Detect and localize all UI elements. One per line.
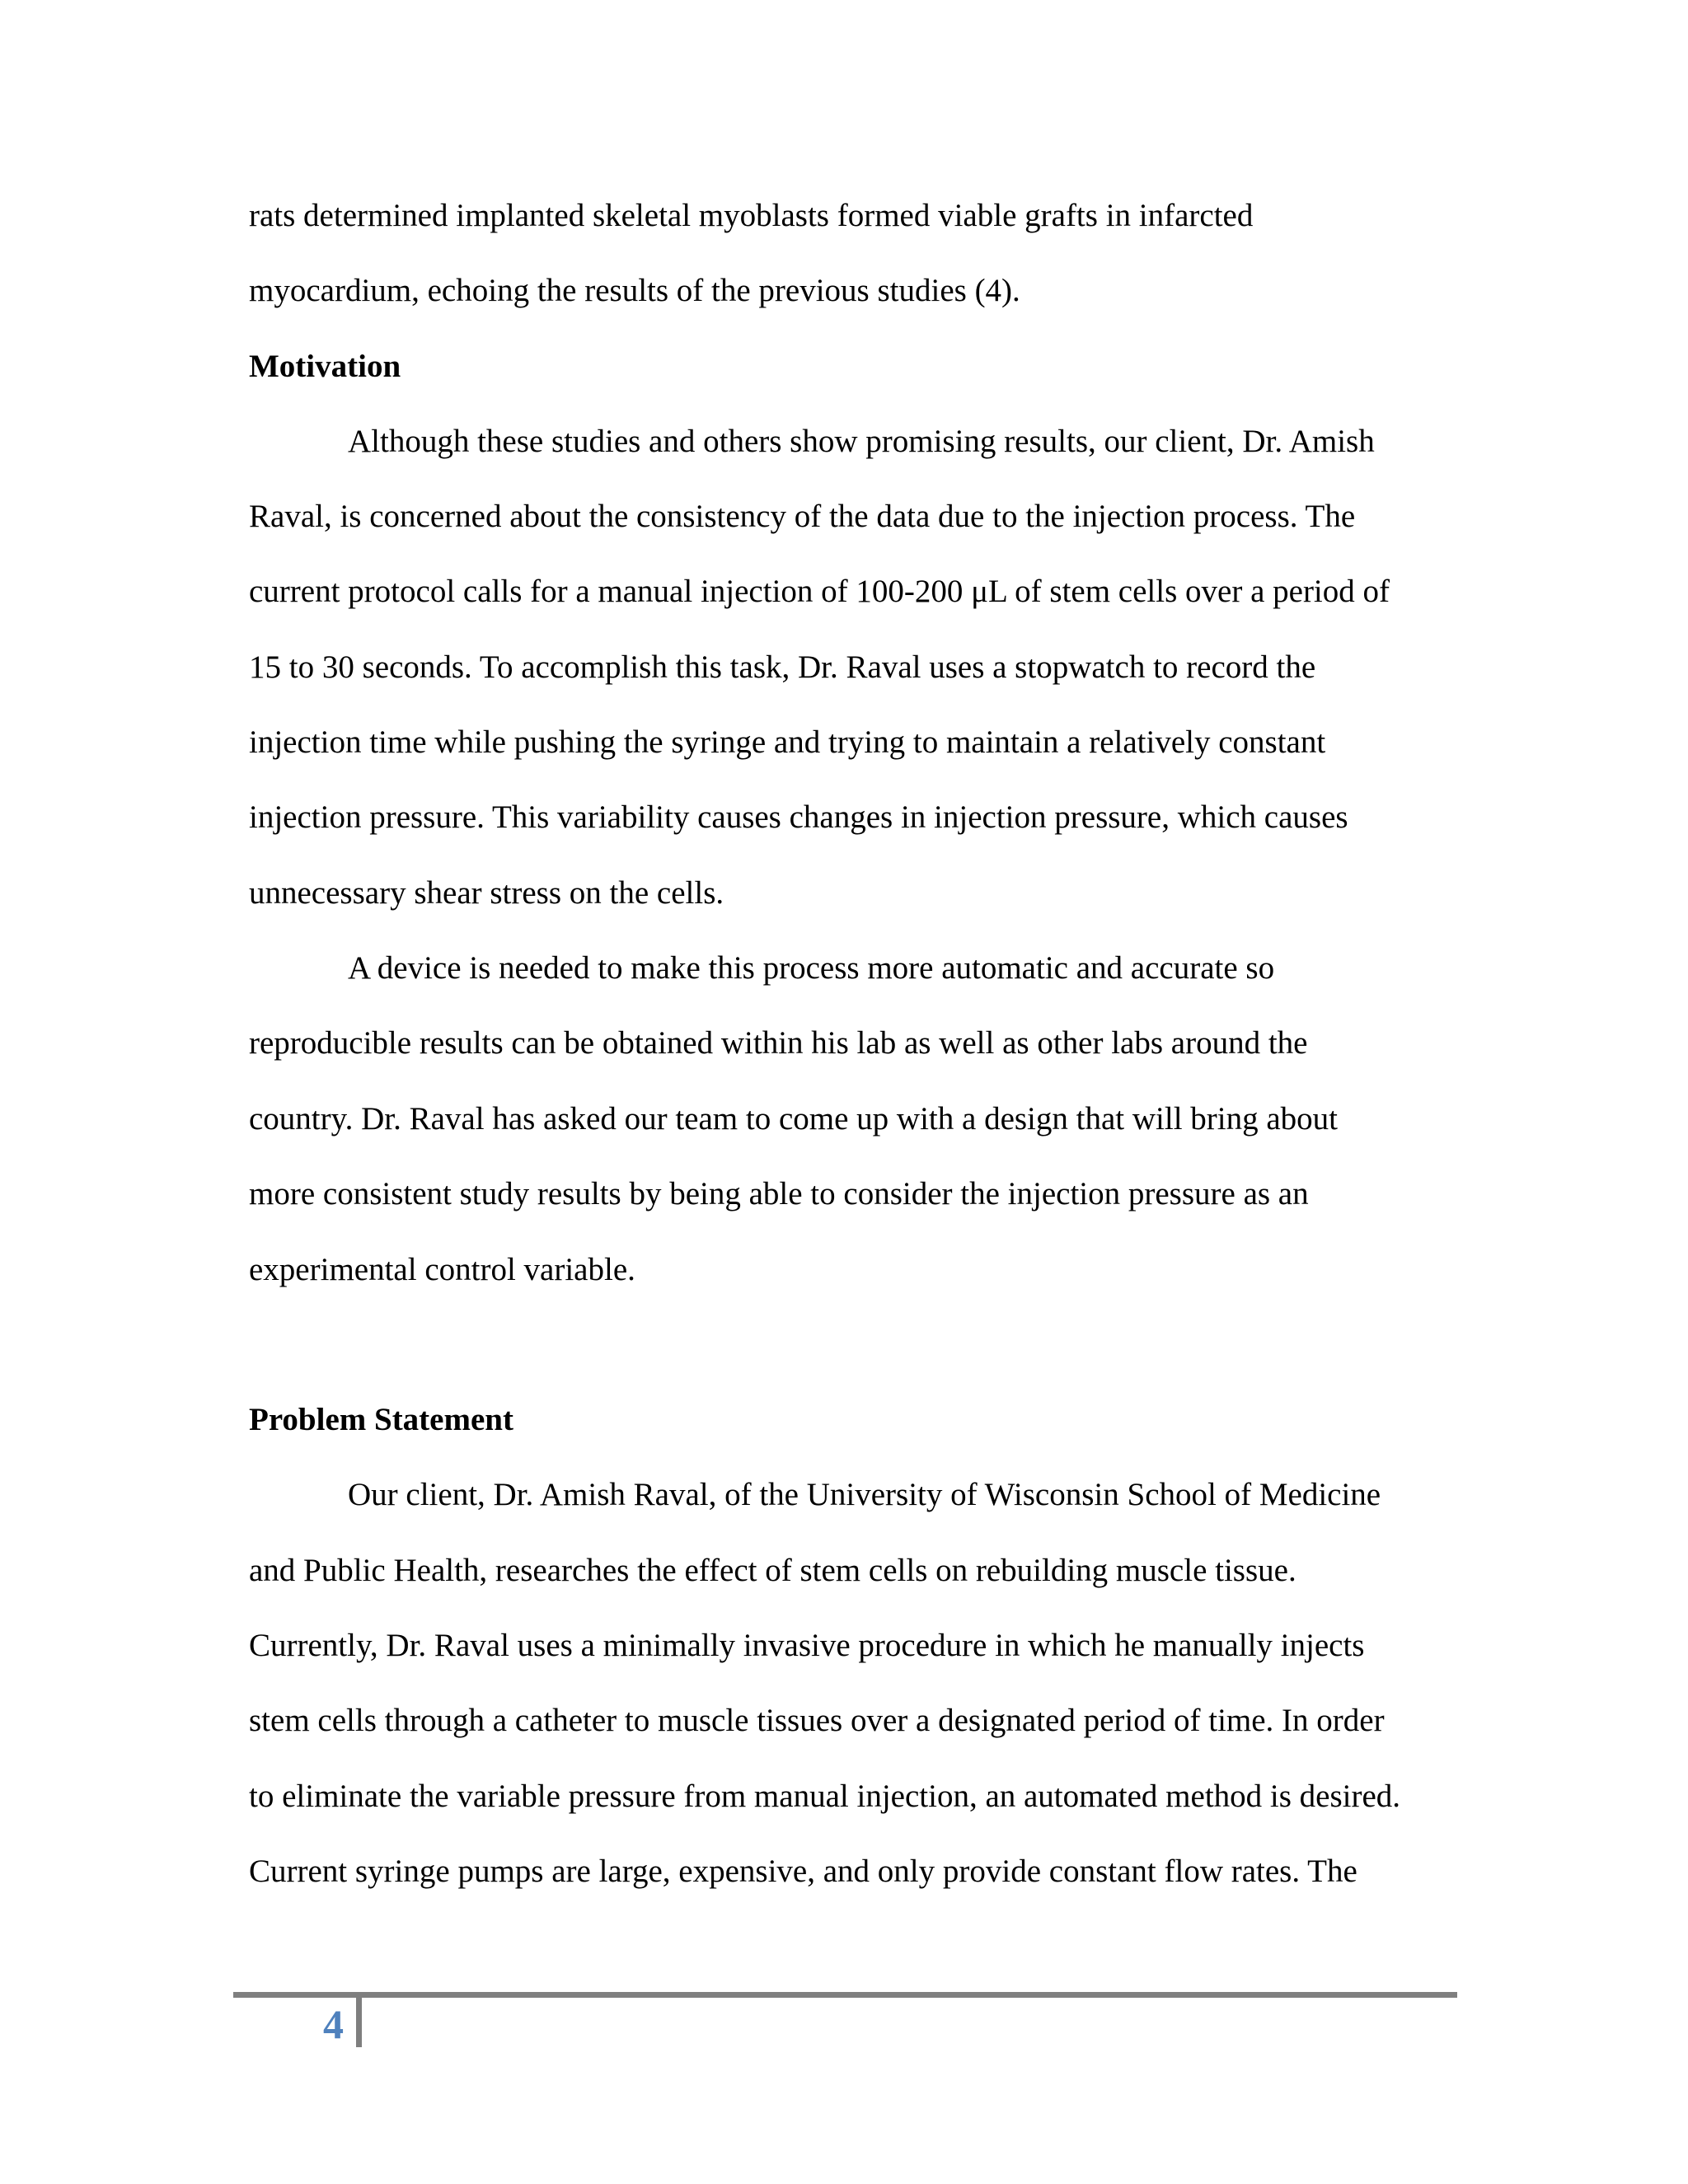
body-text-line: experimental control variable. — [249, 1252, 635, 1287]
body-text-line: Currently, Dr. Raval uses a minimally invasive procedure in which he manually injects — [249, 1628, 1365, 1663]
body-text-line: Current syringe pumps are large, expensive, and only provide constant flow rates. The — [249, 1854, 1357, 1889]
body-text-line: current protocol calls for a manual injection of 100-200 μL of stem cells over a period of — [249, 574, 1390, 609]
body-text-line: Raval, is concerned about the consistency of the data due to the injection process. The — [249, 499, 1356, 534]
body-text-line: rats determined implanted skeletal myoblasts formed viable grafts in infarcted — [249, 198, 1254, 233]
body-text-line: Our client, Dr. Amish Raval, of the University of Wisconsin School of Medicine — [348, 1477, 1381, 1512]
footer-divider-tick — [356, 1998, 362, 2047]
body-text-line: to eliminate the variable pressure from manual injection, an automated method is desired. — [249, 1779, 1401, 1814]
body-text-line: country. Dr. Raval has asked our team to come up with a design that will bring about — [249, 1101, 1339, 1137]
page-number: 4 — [323, 2001, 344, 2047]
body-text-line: injection pressure. This variability causes changes in injection pressure, which causes — [249, 799, 1348, 835]
body-text-line: reproducible results can be obtained within his lab as well as other labs around the — [249, 1025, 1308, 1061]
footer-rule — [233, 1992, 1457, 1998]
body-text-line: injection time while pushing the syringe and trying to maintain a relatively constant — [249, 724, 1326, 760]
body-text-line: 15 to 30 seconds. To accomplish this task, Dr. Raval uses a stopwatch to record the — [249, 649, 1316, 685]
body-text-line: more consistent study results by being able to consider the injection pressure as an — [249, 1176, 1309, 1212]
body-text-line: myocardium, echoing the results of the previous studies (4). — [249, 273, 1020, 308]
body-text-line: stem cells through a catheter to muscle tissues over a designated period of time. In order — [249, 1703, 1385, 1738]
section-heading-problem-statement: Problem Statement — [249, 1402, 513, 1437]
section-heading-motivation: Motivation — [249, 349, 401, 384]
body-text-line: and Public Health, researches the effect of stem cells on rebuilding muscle tissue. — [249, 1553, 1296, 1588]
body-text-line: A device is needed to make this process more automatic and accurate so — [348, 950, 1275, 986]
body-text-line: Although these studies and others show promising results, our client, Dr. Amish — [348, 424, 1375, 459]
body-text-line: unnecessary shear stress on the cells. — [249, 875, 724, 911]
